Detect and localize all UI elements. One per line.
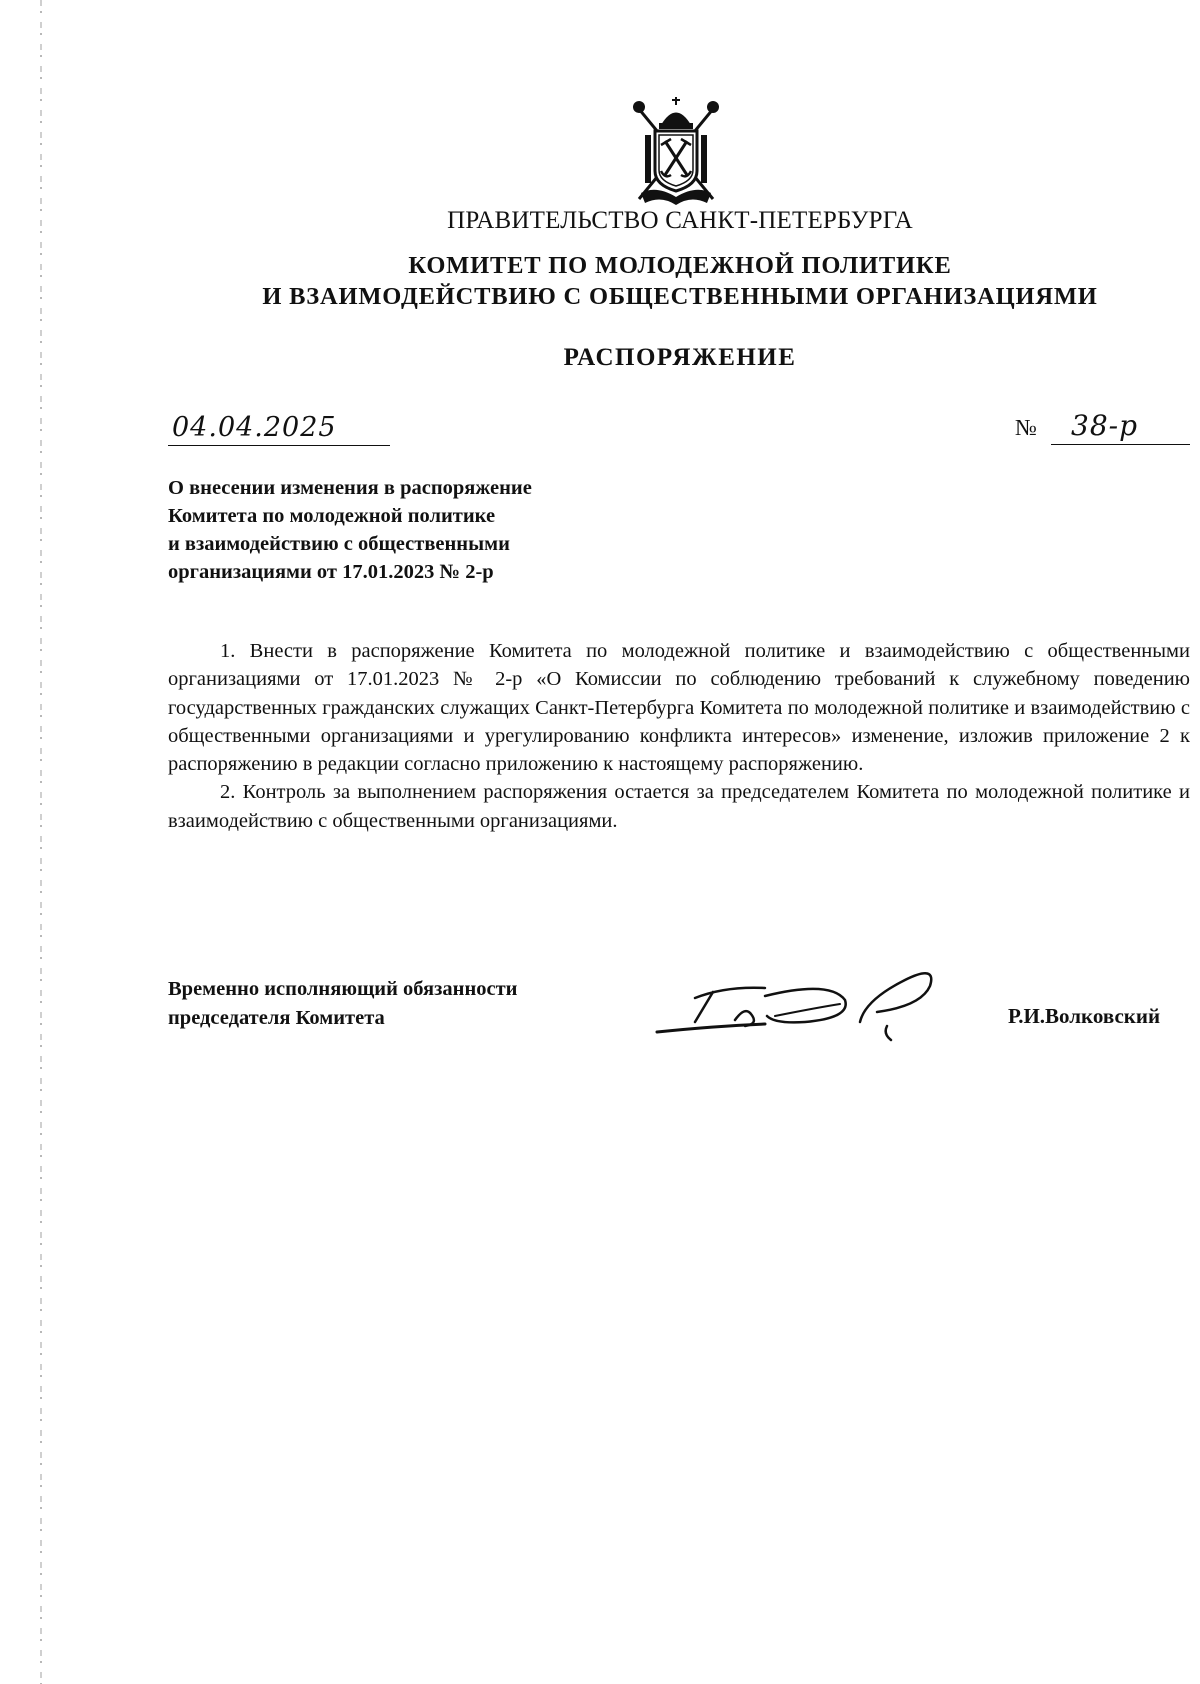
- handwritten-signature: [655, 960, 955, 1060]
- number-underline: [1051, 404, 1190, 445]
- date-field: [168, 405, 390, 446]
- number-sign: №: [1015, 415, 1037, 440]
- document-type: РАСПОРЯЖЕНИЕ: [563, 344, 797, 371]
- committee-line-2: И ВЗАИМОДЕЙСТВИЮ С ОБЩЕСТВЕННЫМИ ОРГАНИЗАЦИЯМИ: [262, 283, 1098, 310]
- government-title: ПРАВИТЕЛЬСТВО САНКТ-ПЕТЕРБУРГА: [447, 207, 913, 234]
- subject-line-1: О внесении изменения в распоряжение: [168, 477, 532, 499]
- body-paragraph-2: 2. Контроль за выполнением распоряжения остается за председателем Комитета по молодежной политике и взаимодействию с общественными организациями.: [168, 781, 1190, 832]
- document-number: 38-р: [1071, 409, 1139, 442]
- signer-position: [168, 975, 628, 1033]
- number-field: [1015, 405, 1190, 445]
- signer-position-line-1: Временно исполняющий обязанности: [168, 978, 518, 1000]
- subject-line-3: и взаимодействию с общественными: [168, 533, 510, 555]
- committee-line-1: КОМИТЕТ ПО МОЛОДЕЖНОЙ ПОЛИТИКЕ: [408, 252, 952, 279]
- document-subject: [168, 474, 648, 586]
- signer-position-line-2: председателя Комитета: [168, 1007, 385, 1029]
- signer-name: Р.И.Волковский: [1008, 1004, 1161, 1028]
- subject-line-2: Комитета по молодежной политике: [168, 505, 496, 527]
- subject-line-4: организациями от 17.01.2023 № 2-р: [168, 561, 494, 583]
- committee-name: [200, 250, 1160, 312]
- body-paragraph-1: 1. Внести в распоряжение Комитета по молодежной политике и взаимодействию с общественными организациями от 17.01.2023 № 2-р «О Комиссии по соблюдению требований к служебному поведению государственных гражданских служащих Санкт-Петербурга Комитета по молодежной политике и взаимодействию с общественными организациями и урегулированию конфликта интересов» изменение, изложив приложение 2 к распоряжению в редакции согласно приложению к настоящему распоряжению.: [168, 640, 1190, 776]
- document-date: 04.04.2025: [172, 412, 337, 443]
- coat-of-arms-icon: [631, 95, 721, 207]
- document-body: [168, 637, 1190, 835]
- scan-edge: [40, 0, 42, 1684]
